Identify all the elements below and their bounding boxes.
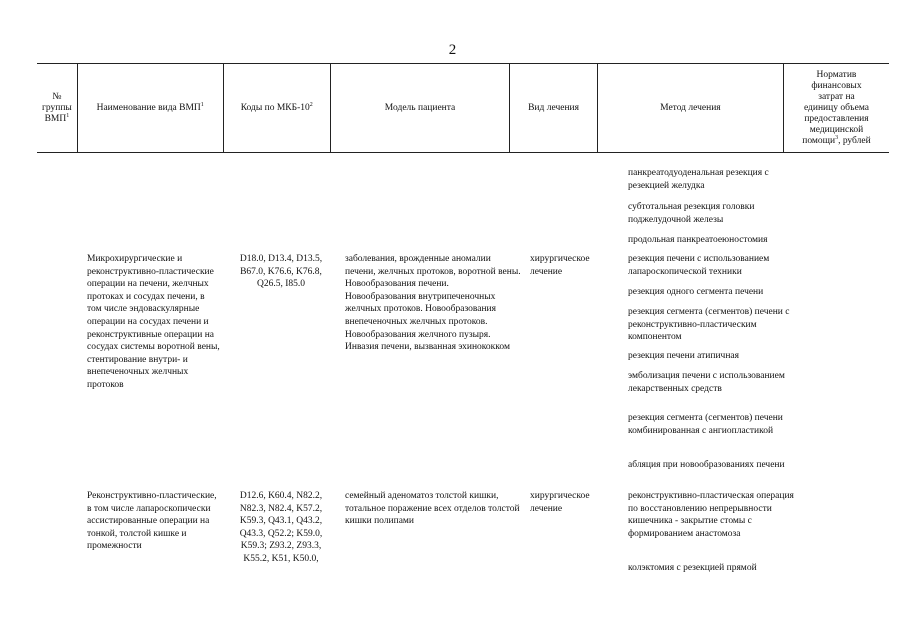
row2-method-1: реконструктивно-пластическая операция по восстановлению непрерывности кишечника - закрытие стомы с формированием анастомоза bbox=[628, 491, 794, 539]
header-group-no bbox=[37, 64, 77, 153]
header-norm-l5: предоставления bbox=[804, 113, 869, 124]
row2-treatment: хирургическое лечение bbox=[530, 491, 590, 514]
row1-method-7: абляция при новообразованиях печени bbox=[628, 460, 785, 470]
header-name-text: Наименование вида ВМП bbox=[96, 102, 201, 113]
row1-method-1: резекция печени с использованием лапароскопической техники bbox=[628, 254, 770, 277]
row2-codes: D12.6, K60.4, N82.2, N82.3, N82.4, K57.2, K59.3, Q43.1, Q43.2, Q43.3, Q52.2; K59.0, K59.3; Z93.2, Z93.3, K55.2, K51, K50.0, bbox=[239, 491, 323, 564]
header-norm-l7: помощи bbox=[802, 135, 836, 146]
header-norm-l6: медицинской bbox=[809, 124, 864, 135]
header-group-no-l1: № bbox=[52, 91, 62, 102]
top-method-3: продольная панкреатоеюностомия bbox=[628, 235, 768, 245]
header-norm-l1: Норматив bbox=[816, 69, 857, 80]
row1-method-3: резекция сегмента (сегментов) печени с реконструктивно-пластическим компонентом bbox=[628, 307, 790, 343]
header-model: Модель пациента bbox=[330, 64, 509, 153]
row1-name: Микрохирургические и реконструктивно-пластические операции на печени, желчных протоках и сосудах печени, в том числе эндоваскулярные операции на сосудах печени и реконструктивные операции на сосудах системы воротной вены, стентирование внутри- и внепеченочных желчных протоков bbox=[87, 254, 220, 390]
page-number: 2 bbox=[448, 42, 457, 58]
header-name bbox=[77, 64, 223, 153]
header-codes-sup: 2 bbox=[309, 101, 313, 108]
header-norm bbox=[783, 64, 889, 153]
row1-treatment: хирургическое лечение bbox=[530, 254, 590, 277]
row2-method-2: колэктомия с резекцией прямой bbox=[628, 563, 757, 573]
header-method: Метод лечения bbox=[597, 64, 783, 153]
header-name-sup: 1 bbox=[200, 101, 204, 108]
header-norm-l3: затрат на bbox=[818, 91, 855, 102]
row1-method-5: эмболизация печени с использованием лекарственных средств bbox=[628, 371, 785, 394]
top-method-1: панкреатодуоденальная резекция с резекцией желудка bbox=[628, 168, 769, 191]
header-group-no-l2: группы bbox=[41, 102, 72, 113]
header-treatment-type: Вид лечения bbox=[510, 64, 598, 153]
row1-codes: D18.0, D13.4, D13.5, B67.0, K76.6, K76.8, Q26.5, I85.0 bbox=[239, 254, 323, 290]
header-norm-l4: единицу объема bbox=[803, 102, 869, 113]
row1-model: заболевания, врожденные аномалии печени, желчных протоков, воротной вены. Новообразования печени. Новообразования внутрипеченочных желчных протоков. Новообразования внепеченочных желчных протоков. Новообразования желчного пузыря. Инвазия печени, вызванная эхинококком bbox=[345, 254, 521, 353]
row2-model: семейный аденоматоз толстой кишки, тотальное поражение всех отделов толстой кишки полипами bbox=[345, 491, 520, 527]
row2-name: Реконструктивно-пластические, в том числе лапароскопически ассистированные операции на тонкой, толстой кишке и промежности bbox=[87, 491, 217, 552]
header-norm-l7-tail: , рублей bbox=[838, 135, 871, 146]
header-group-no-sup: 1 bbox=[66, 112, 70, 119]
table-header bbox=[37, 63, 889, 153]
row1-method-2: резекция одного сегмента печени bbox=[628, 287, 764, 297]
row1-method-6: резекция сегмента (сегментов) печени комбинированная с ангиопластикой bbox=[628, 413, 783, 436]
header-norm-sup: 3 bbox=[835, 134, 839, 141]
top-method-2: субтотальная резекция головки поджелудочной железы bbox=[628, 202, 755, 225]
header-group-no-l3: ВМП bbox=[44, 113, 67, 124]
header-norm-l2: финансовых bbox=[811, 80, 862, 91]
header-codes-text: Коды по МКБ-10 bbox=[240, 102, 310, 113]
row1-method-4: резекция печени атипичная bbox=[628, 351, 740, 361]
header-codes bbox=[223, 64, 330, 153]
